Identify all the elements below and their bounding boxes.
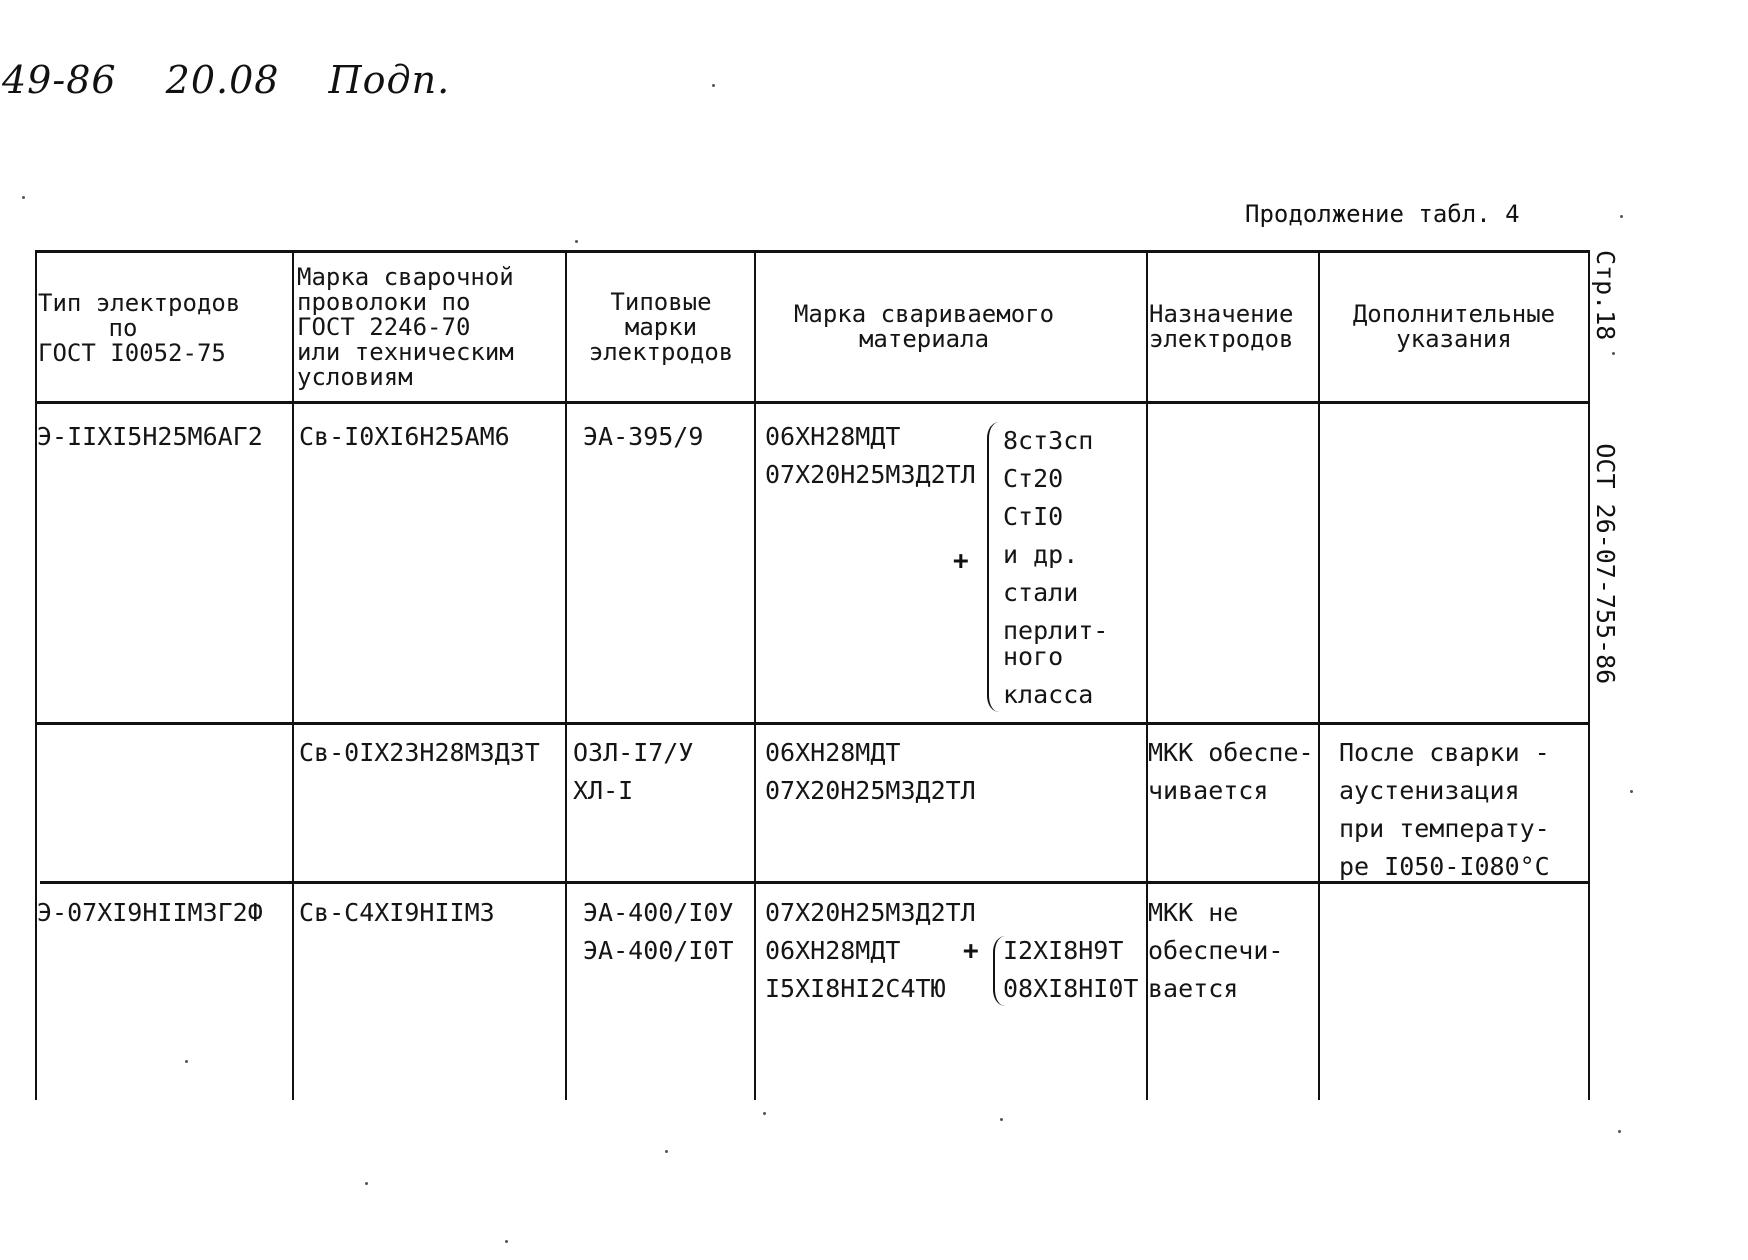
- header-text: или техническим: [297, 338, 514, 366]
- material-item: 07X20H25M3Д2ТЛ: [765, 460, 976, 489]
- header-text: Дополнительные: [1352, 300, 1556, 328]
- pair-material-item: Ст20: [1003, 464, 1064, 493]
- col-rule-0: [35, 250, 37, 1100]
- brand-item: ЭА-400/I0У: [583, 898, 734, 927]
- row1-bottom-rule: [35, 722, 1588, 725]
- standard-number: ОСТ 26-07-755-86: [1591, 443, 1620, 685]
- scan-speck: [505, 1240, 508, 1243]
- pair-material-item: стали: [1003, 578, 1079, 607]
- header-text: материала: [858, 325, 990, 353]
- pair-material-item: класса: [1003, 680, 1094, 709]
- handwritten-date: 20.08: [165, 58, 280, 102]
- row1-brands: [583, 418, 703, 456]
- row3-brands: [583, 894, 734, 970]
- header-text: Марка сварочной: [297, 263, 514, 291]
- row3-pair-materials: [1003, 932, 1138, 1008]
- header-text: Типовые: [610, 288, 712, 316]
- header-text: электродов: [1149, 325, 1294, 353]
- row2-materials: [765, 734, 976, 810]
- brand-item: ЭА-400/I0T: [583, 936, 734, 965]
- row1-materials: [765, 418, 976, 494]
- purpose-line: МКК обеспе-: [1148, 738, 1314, 767]
- material-item: 07X20H25M3Д2ТЛ: [765, 776, 976, 805]
- pair-material-item: СтI0: [1003, 502, 1064, 531]
- electrode-table: [35, 250, 1588, 1100]
- scan-speck: [665, 1150, 668, 1153]
- col-rule-5: [1318, 250, 1320, 1100]
- header-bottom-rule: [35, 401, 1588, 404]
- brand-item: ЭА-395/9: [583, 422, 704, 451]
- header-electrode-type: [38, 291, 288, 366]
- row1-brace: [987, 422, 999, 712]
- scan-speck: [712, 84, 715, 87]
- header-text: ГОСТ I0052-75: [38, 339, 226, 367]
- handwritten-sign-note: Подп.: [328, 58, 451, 102]
- row3-plus-sign: +: [963, 936, 979, 966]
- header-text: по: [108, 314, 138, 342]
- col-rule-2: [565, 250, 567, 1100]
- pair-material-item: перлит-: [1003, 616, 1109, 645]
- row1-wire: Св-I0XI6H25AM6: [299, 422, 510, 451]
- header-text: Марка свариваемого: [793, 300, 1055, 328]
- purpose-line: МКК не: [1148, 898, 1239, 927]
- material-item: 06XH28MДТ: [765, 738, 901, 767]
- header-text: Назначение: [1149, 300, 1294, 328]
- header-additional-notes: [1323, 302, 1585, 352]
- table-caption: Продолжение табл. 4: [1245, 200, 1520, 228]
- row2-notes: [1339, 734, 1550, 886]
- col-rule-3: [754, 250, 756, 1100]
- scan-speck: [365, 1182, 368, 1185]
- pair-material-item: и др.: [1003, 540, 1079, 569]
- purpose-line: вается: [1148, 974, 1239, 1003]
- material-item: I5XI8HI2С4TЮ: [765, 974, 946, 1003]
- header-text: проволоки по: [297, 288, 471, 316]
- scan-speck: [1620, 215, 1623, 218]
- note-line: ре I050-I080°С: [1339, 852, 1550, 881]
- page-number: Стр.18: [1591, 250, 1620, 341]
- handwritten-note: [2, 58, 486, 102]
- row2-brands: [573, 734, 693, 810]
- note-line: при температу-: [1339, 814, 1550, 843]
- row3-wire: Св-С4XI9HIIM3: [299, 898, 495, 927]
- brand-item: ХЛ-I: [573, 776, 634, 805]
- scan-speck: [185, 1060, 188, 1063]
- scan-speck: [575, 240, 578, 243]
- header-text: марки: [624, 313, 698, 341]
- row1-plus-sign: +: [953, 546, 969, 576]
- col-rule-6: [1588, 250, 1590, 1100]
- handwritten-number: 49-86: [2, 58, 117, 102]
- row2-wire: Св-0IX23H28M3Д3T: [299, 738, 540, 767]
- header-text: указания: [1396, 325, 1512, 353]
- scan-speck: [1630, 790, 1633, 793]
- pair-material-item: 08XI8HI0T: [1003, 974, 1139, 1003]
- pair-material-item: 8ст3сп: [1003, 426, 1094, 455]
- row1-electrode-type: Э-IIXI5H25M6AГ2: [37, 422, 263, 451]
- material-item: 07X20H25M3Д2ТЛ: [765, 898, 976, 927]
- purpose-line: обеспечи-: [1148, 936, 1284, 965]
- row3-materials: [765, 894, 976, 1008]
- col-rule-1: [292, 250, 294, 1100]
- row3-purpose: [1148, 894, 1283, 1008]
- header-welded-material: [759, 302, 1089, 352]
- row2-purpose: [1148, 734, 1314, 810]
- row3-electrode-type: Э-07XI9HIIM3Г2Ф: [37, 898, 263, 927]
- pair-material-item: ного: [1003, 642, 1064, 671]
- header-wire-brand: [297, 265, 562, 390]
- header-text: Тип электродов: [38, 289, 241, 317]
- brand-item: ОЗЛ-I7/У: [573, 738, 694, 767]
- pair-material-item: I2XI8H9T: [1003, 936, 1124, 965]
- table-top-rule: [35, 250, 1588, 253]
- header-text: ГОСТ 2246-70: [297, 313, 471, 341]
- header-purpose: [1149, 302, 1317, 352]
- scan-speck: [1612, 352, 1615, 355]
- scan-speck: [1618, 1130, 1621, 1133]
- material-item: 06XH28MДТ: [765, 936, 901, 965]
- side-labels: [1591, 250, 1620, 684]
- scan-speck: [1000, 1118, 1003, 1121]
- header-typical-brands: [570, 290, 752, 365]
- scan-speck: [763, 1112, 766, 1115]
- purpose-line: чивается: [1148, 776, 1269, 805]
- note-line: аустенизация: [1339, 776, 1520, 805]
- material-item: 06XH28MДТ: [765, 422, 901, 451]
- header-text: условиям: [297, 363, 413, 391]
- header-text: электродов: [588, 338, 734, 366]
- row1-pair-materials: [1003, 422, 1108, 714]
- note-line: После сварки -: [1339, 738, 1550, 767]
- scan-speck: [22, 196, 25, 199]
